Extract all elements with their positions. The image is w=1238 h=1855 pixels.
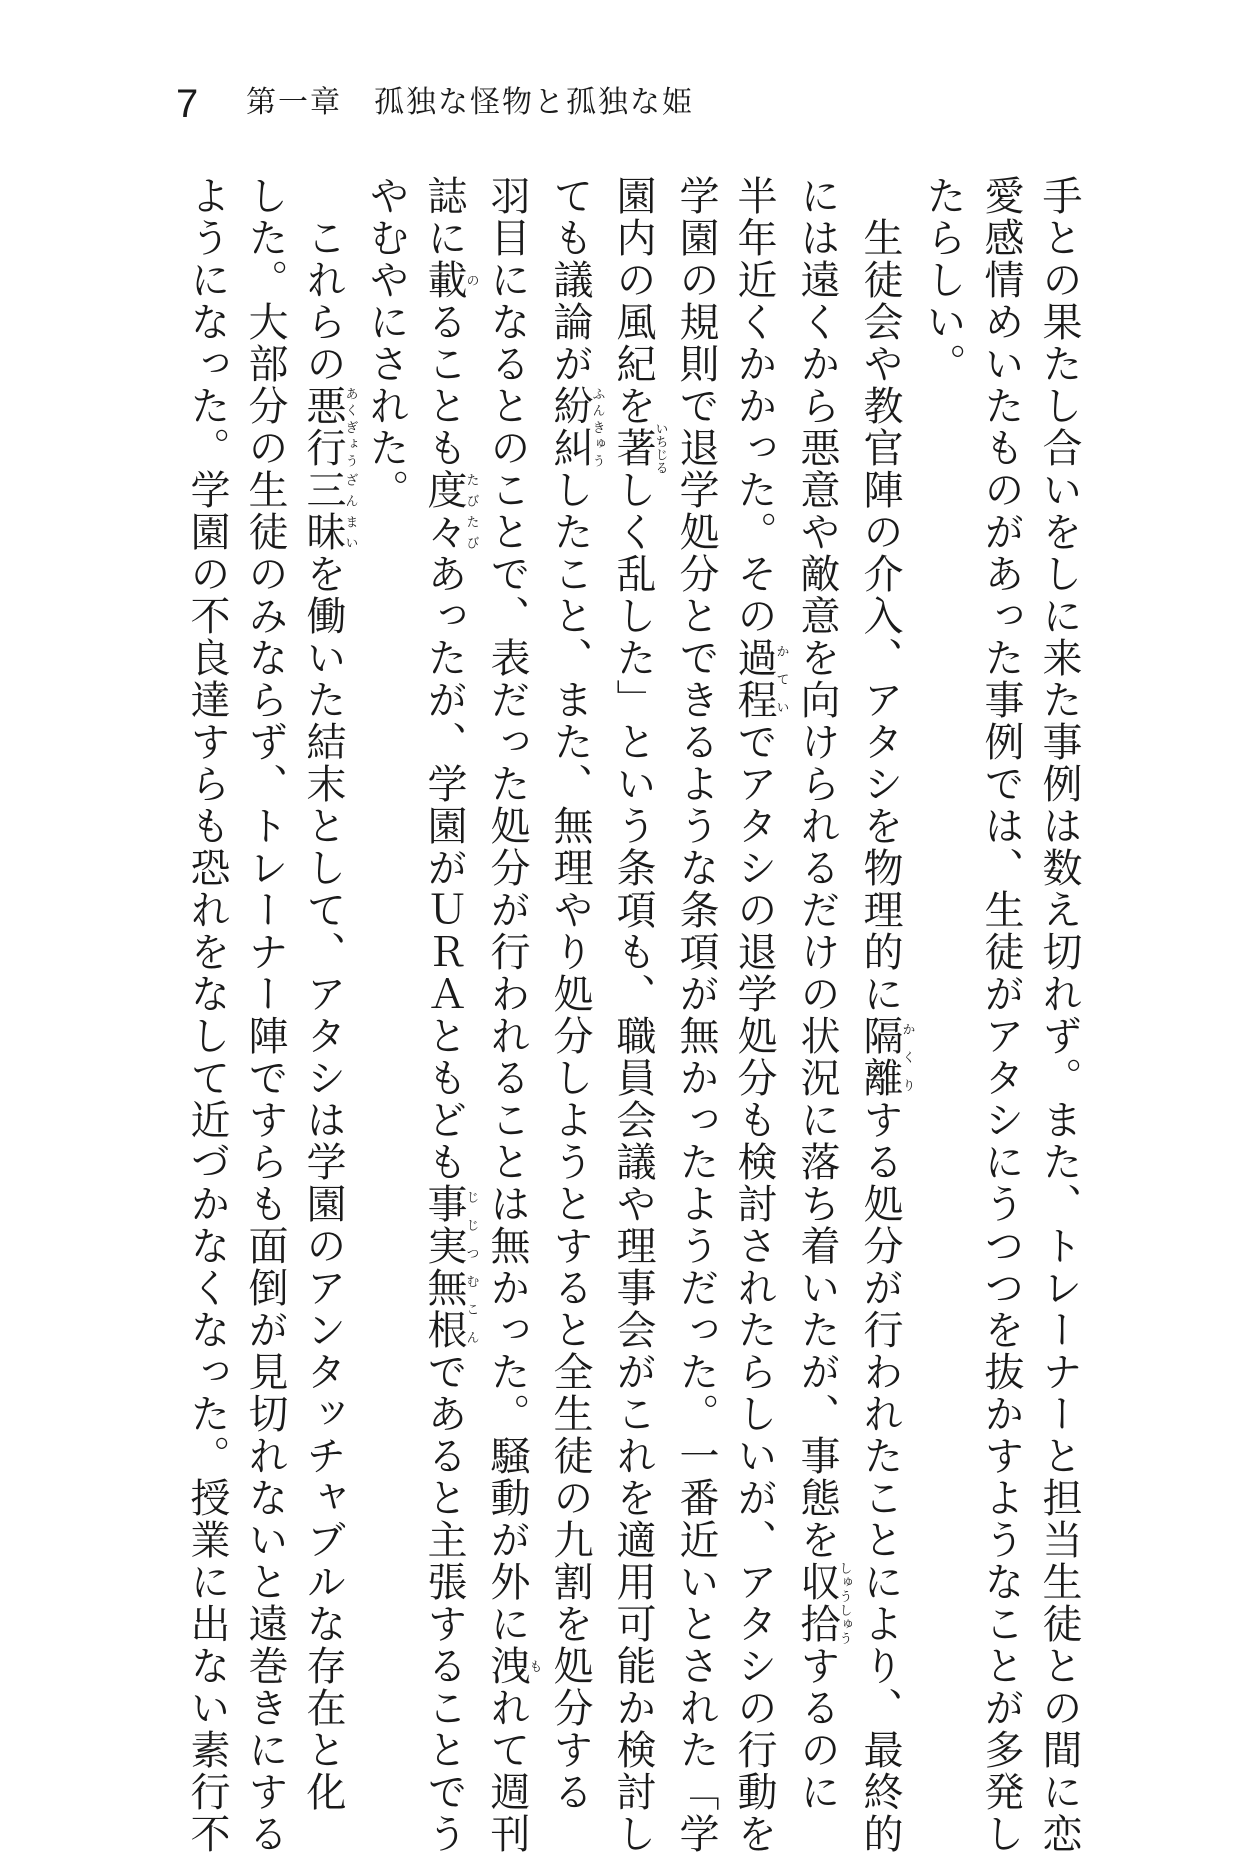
ruby-word: 紛糾ふんきゅう [547, 385, 605, 469]
ruby-reading: も [526, 1645, 542, 1687]
text-run: したこと、また、無理やり処分しようとすると全生徒の九割を処分する [547, 469, 593, 1813]
text-line [415, 175, 479, 1855]
text-run: ようになった。学園の不良達すらも恐れをなして近づかなくなった。授業に出ない素行不 [184, 175, 230, 1855]
text-line [178, 175, 236, 1855]
text-line [236, 175, 294, 1855]
text-line [604, 175, 668, 1855]
ruby-word: 収拾しゅうしゅう [794, 1561, 852, 1645]
text-line [541, 175, 605, 1813]
ruby-reading: ふんきゅう [589, 385, 605, 469]
text-line [478, 175, 542, 1855]
text-run: 学園の規則で退学処分とできるような条項が無かったようだった。一番近いとされた「学 [673, 175, 719, 1855]
chapter-title: 第一章 孤独な怪物と孤独な姫 [246, 85, 694, 120]
text-run: した。大部分の生徒のみならず、トレーナー陣ですらも面倒が見切れないと遠巻きにする [242, 175, 288, 1855]
ruby-word: 過程かてい [731, 637, 789, 721]
text-run: 園内の風紀を [610, 175, 656, 427]
text-run: ても議論が [547, 175, 593, 385]
text-line [788, 175, 852, 1813]
text-run: やむやにされた。 [363, 175, 409, 511]
ruby-reading: しゅうしゅう [836, 1561, 852, 1645]
text-run: するのに [794, 1645, 840, 1813]
text-line [357, 175, 415, 1635]
text-line [972, 175, 1030, 1855]
ruby-reading: たびたび [463, 469, 479, 553]
text-run: 羽目になるとのことで、表だった処分が行われることは無かった。騒動が外に [484, 175, 530, 1645]
ruby-reading: あくぎょう [342, 385, 358, 469]
ruby-word: 度々たびたび [421, 469, 479, 553]
text-run: であると主張することでう [421, 1351, 467, 1855]
text-run: 生徒会や教官陣の介入、アタシを物理的に [857, 175, 903, 1015]
ruby-word: 洩も [484, 1645, 542, 1687]
text-run: する処分が行われたことにより、最終的 [857, 1099, 903, 1855]
ruby-word: 事実無根じじつむこん [421, 1183, 479, 1351]
ruby-word: 隔離かくり [857, 1015, 915, 1099]
text-line [725, 175, 789, 1855]
ruby-word: 著いちじる [610, 422, 668, 474]
text-run: これらの [300, 175, 346, 385]
text-run: 手との果たし合いをしに来た事例は数え切れず。また、トレーナーと担当生徒との間に恋 [1036, 175, 1082, 1855]
ruby-word: 載の [421, 259, 479, 301]
text-run: には遠くから悪意や敵意を向けられるだけの状況に落ち着いたが、事態を [794, 175, 840, 1561]
text-line [667, 175, 725, 1855]
ruby-word: 三昧ざんまい [300, 469, 358, 553]
text-line [294, 175, 358, 1813]
text-run: でアタシの退学処分も検討されたらしいが、アタシの行動を [731, 721, 777, 1855]
text-run: 誌に [421, 175, 467, 259]
text-run: あったが、学園がＵＲＡともども [421, 553, 467, 1183]
ruby-word: 悪行あくぎょう [300, 385, 358, 469]
text-run: ることも [421, 301, 467, 469]
ruby-reading: の [463, 259, 479, 301]
ruby-reading: じじつむこん [463, 1183, 479, 1351]
ruby-reading: かてい [773, 637, 789, 721]
text-run: 半年近くかかった。その [731, 175, 777, 637]
text-line [851, 175, 915, 1855]
ruby-reading: かくり [899, 1015, 915, 1099]
ruby-reading: ざんまい [342, 469, 358, 553]
text-run: たらしい。 [920, 175, 966, 385]
ruby-reading: いちじる [652, 422, 668, 474]
text-run: しく乱した」という条項も、職員会議や理事会がこれを適用可能か検討し [610, 469, 656, 1855]
text-line [1030, 175, 1088, 1855]
text-run: 愛感情めいたものがあった事例では、生徒がアタシにうつつを抜かすようなことが多発し [978, 175, 1024, 1855]
text-run: れて週刊 [484, 1687, 530, 1855]
body-text [184, 175, 1088, 1855]
page-number: 7 [176, 82, 199, 126]
text-line [914, 175, 972, 1635]
text-run: を働いた結末として、アタシは学園のアンタッチャブルな存在と化 [300, 553, 346, 1813]
